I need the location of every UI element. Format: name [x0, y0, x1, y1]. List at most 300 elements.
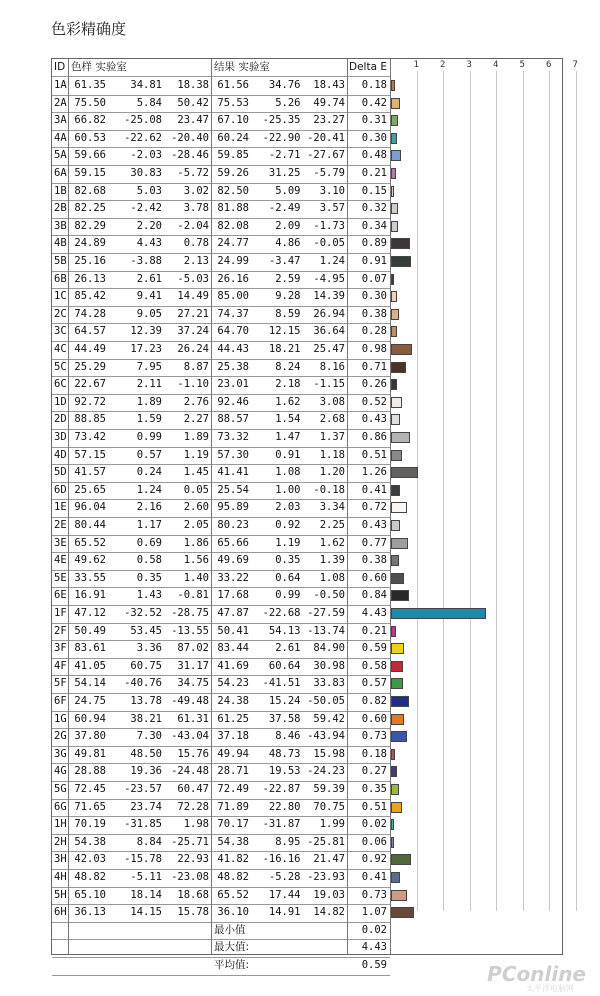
summary-value: 0.59 [361, 959, 387, 971]
result-lab-value: 75.53 [217, 96, 249, 109]
sample-lab-value: 1.89 [136, 395, 162, 408]
result-lab-value: 44.43 [217, 343, 249, 355]
sample-lab-value: 96.04 [74, 501, 106, 514]
sample-lab-value: 1.98 [183, 818, 209, 831]
sample-lab-value: 24.89 [74, 237, 106, 250]
sample-lab-value: 33.55 [74, 571, 106, 584]
sample-lab-value: 60.53 [74, 131, 106, 144]
row-id: 1E [54, 501, 67, 514]
sample-lab-value: 9.05 [136, 307, 162, 320]
result-lab-value: 70.75 [313, 800, 345, 813]
sample-lab-value: 65.10 [74, 888, 106, 901]
sample-lab-value: -13.55 [171, 624, 209, 637]
row-id: 4G [54, 765, 67, 778]
sample-lab-value: 2.20 [136, 219, 162, 232]
sample-lab-value: 26.13 [74, 272, 106, 285]
delta-e-value: 0.52 [361, 395, 387, 408]
row-id: 2C [54, 307, 67, 320]
row-id: 1D [54, 395, 67, 408]
result-lab-value: 37.58 [268, 712, 301, 725]
sample-lab-value: 49.81 [74, 747, 106, 760]
sample-lab-value: 1.86 [183, 536, 209, 549]
sample-lab-value: 18.14 [130, 888, 162, 901]
result-lab-value: 12.15 [268, 325, 301, 338]
sample-lab-value: -2.42 [130, 202, 162, 215]
sample-lab-value: 19.36 [130, 765, 162, 778]
sample-lab-value: 64.57 [74, 325, 106, 338]
delta-e-value: 1.26 [361, 466, 387, 479]
sample-lab-value: -28.46 [171, 149, 209, 162]
sample-lab-value: 41.57 [74, 466, 106, 479]
sample-lab-value: 85.42 [74, 290, 106, 303]
delta-e-bar [391, 538, 408, 549]
result-lab-value: 70.17 [217, 818, 249, 831]
sample-lab-value: 61.31 [177, 712, 209, 725]
delta-e-bar [391, 379, 397, 390]
result-lab-value: -2.71 [268, 149, 301, 162]
sample-lab-value: 71.65 [74, 800, 106, 813]
result-lab-value: -4.95 [313, 272, 345, 285]
delta-e-bar [391, 291, 397, 302]
delta-e-bar [391, 256, 411, 267]
delta-e-value: 0.43 [361, 519, 387, 531]
delta-e-bar [391, 819, 394, 830]
row-id: 2A [54, 96, 67, 109]
delta-e-value: 0.77 [361, 536, 387, 549]
delta-e-value: 0.21 [361, 167, 387, 179]
result-lab-value: 83.44 [217, 642, 249, 655]
delta-e-value: 0.42 [361, 96, 387, 109]
delta-e-bar [391, 485, 400, 496]
delta-e-value: 0.07 [361, 272, 387, 285]
row-id: 1F [54, 607, 67, 619]
sample-lab-value: 1.89 [183, 431, 209, 443]
sample-lab-value: 9.41 [136, 290, 162, 303]
result-lab-value: 64.70 [217, 325, 249, 338]
sample-lab-value: 57.15 [74, 448, 106, 461]
result-lab-value: 17.68 [217, 589, 249, 602]
delta-e-value: 0.27 [361, 765, 387, 778]
sample-lab-value: 48.82 [74, 871, 106, 883]
sample-lab-value: 1.43 [136, 589, 162, 602]
sample-lab-value: 2.76 [183, 395, 209, 408]
sample-lab-value: 0.58 [136, 554, 162, 567]
delta-e-value: 0.91 [361, 255, 387, 267]
sample-lab-value: 60.47 [177, 783, 209, 795]
sample-lab-value: 37.80 [74, 730, 106, 743]
column-divider [68, 59, 69, 954]
delta-e-value: 0.84 [361, 589, 387, 602]
sample-lab-value: 17.23 [130, 343, 162, 355]
row-id: 5E [54, 571, 67, 584]
sample-lab-value: 12.39 [130, 325, 162, 338]
result-lab-value: -25.81 [307, 835, 345, 848]
delta-e-value: 0.31 [361, 114, 387, 127]
result-lab-value: 67.10 [217, 114, 249, 127]
sample-lab-value: 30.83 [130, 167, 162, 179]
delta-e-value: 0.89 [361, 237, 387, 250]
sample-lab-value: 16.91 [74, 589, 106, 602]
result-lab-value: 1.37 [319, 431, 345, 443]
sample-lab-value: 3.36 [136, 642, 162, 655]
summary-label: 最大值: [214, 941, 250, 954]
row-id: 4H [54, 871, 67, 883]
sample-lab-value: -22.62 [124, 131, 162, 144]
sample-lab-value: -25.08 [124, 114, 162, 127]
result-lab-value: 25.47 [313, 343, 345, 355]
sample-lab-value: 82.68 [74, 184, 106, 197]
row-id: 1A [54, 79, 67, 91]
result-lab-value: 3.10 [319, 184, 345, 197]
result-lab-value: 31.25 [268, 167, 301, 179]
delta-e-value: 0.34 [361, 219, 387, 232]
sample-lab-value: -5.72 [177, 167, 209, 179]
delta-e-bar [391, 397, 402, 408]
sample-lab-value: 70.19 [74, 818, 106, 831]
sample-lab-value: 2.27 [183, 413, 209, 426]
sample-lab-value: 8.84 [136, 835, 162, 848]
sample-lab-value: 75.50 [74, 96, 106, 109]
color-accuracy-table [51, 58, 578, 971]
result-lab-value: -1.73 [313, 219, 345, 232]
delta-e-value: 0.73 [361, 730, 387, 743]
sample-lab-value: 0.57 [136, 448, 162, 461]
row-id: 1H [54, 818, 67, 831]
row-id: 6H [54, 906, 67, 919]
sample-lab-value: 5.84 [136, 96, 162, 109]
sample-lab-value: -5.11 [130, 871, 162, 883]
delta-e-value: 0.41 [361, 483, 387, 496]
sample-lab-value: 1.17 [136, 519, 162, 531]
delta-e-value: 0.15 [361, 184, 387, 197]
sample-lab-value: -3.88 [130, 255, 162, 267]
row-id: 3E [54, 536, 67, 549]
axis-tick-label: 1 [413, 60, 419, 70]
result-lab-value: 24.99 [217, 255, 249, 267]
result-lab-value: 57.30 [217, 448, 249, 461]
delta-e-value: 0.73 [361, 888, 387, 901]
row-id: 5D [54, 466, 67, 479]
sample-lab-value: 60.75 [130, 659, 162, 672]
sample-lab-value: 14.49 [177, 290, 209, 303]
result-lab-value: 48.82 [217, 871, 249, 883]
sample-lab-value: 61.35 [74, 79, 106, 91]
delta-e-value: 0.57 [361, 677, 387, 690]
sample-lab-value: 53.45 [130, 624, 162, 637]
delta-e-bar [391, 309, 399, 320]
row-id: 1G [54, 712, 67, 725]
result-lab-value: -5.28 [268, 871, 301, 883]
delta-e-value: 0.30 [361, 131, 387, 144]
delta-e-bar [391, 608, 486, 619]
sample-lab-value: 8.87 [183, 360, 209, 373]
sample-lab-value: 54.38 [74, 835, 106, 848]
delta-e-value: 0.58 [361, 659, 387, 672]
delta-e-value: 0.86 [361, 431, 387, 443]
result-lab-value: 47.87 [217, 607, 249, 619]
delta-e-bar [391, 696, 409, 707]
result-lab-value: -22.68 [262, 607, 301, 619]
row-id: 6A [54, 167, 67, 179]
delta-e-value: 0.51 [361, 800, 387, 813]
delta-e-value: 0.30 [361, 290, 387, 303]
delta-e-value: 0.60 [361, 712, 387, 725]
result-lab-value: 65.66 [217, 536, 249, 549]
axis-tick-label: 5 [519, 60, 525, 70]
result-lab-value: 18.43 [313, 79, 345, 91]
result-lab-value: 2.68 [319, 413, 345, 426]
sample-lab-value: -31.85 [124, 818, 162, 831]
delta-e-bar [391, 168, 396, 179]
delta-e-value: 0.28 [361, 325, 387, 338]
result-lab-value: -43.94 [307, 730, 345, 743]
delta-e-bar [391, 907, 414, 918]
axis-tick-label: 4 [493, 60, 499, 70]
result-lab-value: 19.03 [313, 888, 345, 901]
delta-e-bar [391, 766, 397, 777]
sample-lab-value: -1.10 [177, 378, 209, 391]
row-id: 3C [54, 325, 67, 338]
result-lab-value: 2.25 [319, 519, 345, 531]
row-id: 5G [54, 783, 67, 795]
sample-lab-value: 49.62 [74, 554, 106, 567]
result-lab-value: 8.16 [319, 360, 345, 373]
delta-e-value: 0.06 [361, 835, 387, 848]
sample-lab-value: 92.72 [74, 395, 106, 408]
sample-lab-value: 34.81 [130, 79, 162, 91]
result-lab-value: 49.74 [313, 96, 345, 109]
row-id: 3B [54, 219, 67, 232]
column-divider [211, 59, 212, 954]
delta-e-bar [391, 590, 409, 601]
sample-lab-value: -0.81 [177, 589, 209, 602]
result-lab-value: -41.51 [262, 677, 301, 690]
row-id: 6G [54, 800, 67, 813]
sample-lab-value: 0.69 [136, 536, 162, 549]
sample-lab-value: -25.71 [171, 835, 209, 848]
result-lab-value: 59.39 [313, 783, 345, 795]
watermark-subtitle: 太平洋电脑网 [526, 984, 574, 993]
row-divider [52, 975, 390, 976]
delta-e-value: 0.41 [361, 871, 387, 883]
delta-e-value: 0.72 [361, 501, 387, 514]
result-lab-value: 3.34 [319, 501, 345, 514]
sample-lab-value: 1.40 [183, 571, 209, 584]
sample-lab-value: 22.93 [177, 853, 209, 866]
sample-lab-value: -23.57 [124, 783, 162, 795]
delta-e-value: 0.32 [361, 202, 387, 215]
delta-e-bar [391, 344, 412, 355]
bar-gridline [417, 71, 418, 911]
column-divider [347, 59, 348, 954]
sample-lab-value: 1.24 [136, 483, 162, 496]
sample-lab-value: 2.16 [136, 501, 162, 514]
sample-lab-value: 65.52 [74, 536, 106, 549]
result-lab-value: 82.08 [217, 219, 249, 232]
result-lab-value: 3.08 [319, 395, 345, 408]
sample-lab-value: 24.75 [74, 695, 106, 707]
sample-lab-value: 47.12 [74, 607, 106, 619]
result-lab-value: 3.57 [319, 202, 345, 215]
delta-e-bar [391, 274, 394, 285]
result-lab-value: 41.69 [217, 659, 249, 672]
sample-lab-value: 14.15 [130, 906, 162, 919]
delta-e-bar [391, 784, 399, 795]
sample-lab-value: 0.35 [136, 571, 162, 584]
delta-e-value: 0.38 [361, 554, 387, 567]
delta-e-bar [391, 731, 407, 742]
row-id: 4C [54, 343, 67, 355]
sample-lab-value: 4.43 [136, 237, 162, 250]
result-lab-value: 8.46 [275, 730, 301, 743]
result-lab-value: -2.49 [268, 202, 301, 215]
result-lab-value: 36.64 [313, 325, 345, 338]
header-id: ID [54, 61, 66, 73]
result-lab-value: 2.59 [275, 272, 301, 285]
result-lab-value: 1.62 [275, 395, 301, 408]
row-id: 6D [54, 483, 67, 496]
sample-lab-value: 72.28 [177, 800, 209, 813]
row-id: 3H [54, 853, 67, 866]
result-lab-value: 26.16 [217, 272, 249, 285]
sample-lab-value: -32.52 [124, 607, 162, 619]
sample-lab-value: 3.02 [183, 184, 209, 197]
sample-lab-value: 2.60 [183, 501, 209, 514]
result-lab-value: 5.26 [275, 96, 301, 109]
result-lab-value: 19.53 [268, 765, 301, 778]
sample-lab-value: 26.24 [177, 343, 209, 355]
delta-e-bar [391, 643, 404, 654]
result-lab-value: 9.28 [275, 290, 301, 303]
delta-e-bar [391, 326, 397, 337]
result-lab-value: -31.87 [262, 818, 301, 831]
delta-e-bar [391, 890, 407, 901]
sample-lab-value: -2.03 [130, 149, 162, 162]
sample-lab-value: 22.67 [74, 378, 106, 391]
result-lab-value: 18.21 [268, 343, 301, 355]
result-lab-value: 15.24 [268, 695, 301, 707]
bar-gridline [496, 71, 497, 911]
delta-e-value: 0.43 [361, 413, 387, 426]
result-lab-value: 80.23 [217, 519, 249, 531]
sample-lab-value: 0.99 [136, 431, 162, 443]
delta-e-bar [391, 802, 402, 813]
sample-lab-value: 50.49 [74, 624, 106, 637]
delta-e-bar [391, 661, 403, 672]
delta-e-bar [391, 467, 418, 478]
result-lab-value: 61.25 [217, 712, 249, 725]
delta-e-bar [391, 133, 397, 144]
header-sample: 色样 实验室 [71, 61, 127, 73]
delta-e-value: 0.82 [361, 695, 387, 707]
result-lab-value: 61.56 [217, 79, 249, 91]
sample-lab-value: -40.76 [124, 677, 162, 690]
delta-e-bar [391, 115, 398, 126]
sample-lab-value: 34.75 [177, 677, 209, 690]
row-id: 4A [54, 131, 67, 144]
delta-e-value: 0.59 [361, 642, 387, 655]
delta-e-bar [391, 749, 395, 760]
delta-e-bar [391, 432, 410, 443]
row-id: 2E [54, 519, 67, 531]
result-lab-value: -27.67 [307, 149, 345, 162]
sample-lab-value: 54.14 [74, 677, 106, 690]
result-lab-value: 23.27 [313, 114, 345, 127]
summary-label: 最小值 [214, 923, 246, 936]
result-lab-value: 84.90 [313, 642, 345, 655]
row-id: 2F [54, 624, 67, 637]
result-lab-value: -25.35 [262, 114, 301, 127]
result-lab-value: -23.93 [307, 871, 345, 883]
row-id: 6F [54, 695, 67, 707]
result-lab-value: 22.80 [268, 800, 301, 813]
result-lab-value: 59.85 [217, 149, 249, 162]
result-lab-value: 1.19 [275, 536, 301, 549]
result-lab-value: 54.23 [217, 677, 249, 690]
delta-e-bar [391, 872, 400, 883]
sample-lab-value: 83.61 [74, 642, 106, 655]
result-lab-value: 59.42 [313, 712, 345, 725]
row-id: 3D [54, 431, 67, 443]
delta-e-bar [391, 150, 401, 161]
sample-lab-value: 60.94 [74, 712, 106, 725]
sample-lab-value: 18.38 [177, 79, 209, 91]
summary-value: 4.43 [361, 941, 387, 954]
result-lab-value: 24.77 [217, 237, 249, 250]
result-lab-value: -0.05 [313, 237, 345, 250]
result-lab-value: -24.23 [307, 765, 345, 778]
delta-e-bar [391, 678, 403, 689]
row-id: 4D [54, 448, 67, 461]
row-id: 4B [54, 237, 67, 250]
sample-lab-value: 42.03 [74, 853, 106, 866]
delta-e-bar [391, 80, 395, 91]
result-lab-value: 48.73 [268, 747, 301, 760]
result-lab-value: 26.94 [313, 307, 345, 320]
sample-lab-value: 7.95 [136, 360, 162, 373]
result-lab-value: 85.00 [217, 290, 249, 303]
sample-lab-value: 2.11 [136, 378, 162, 391]
summary-value: 0.02 [361, 923, 387, 936]
sample-lab-value: 72.45 [74, 783, 106, 795]
sample-lab-value: 2.61 [136, 272, 162, 285]
result-lab-value: 71.89 [217, 800, 249, 813]
sample-lab-value: 48.50 [130, 747, 162, 760]
delta-e-bar [391, 414, 400, 425]
result-lab-value: -20.41 [307, 131, 345, 144]
sample-lab-value: 23.74 [130, 800, 162, 813]
result-lab-value: 50.41 [217, 624, 249, 637]
result-lab-value: 1.39 [319, 554, 345, 567]
sample-lab-value: 74.28 [74, 307, 106, 320]
sample-lab-value: 37.24 [177, 325, 209, 338]
row-id: 6C [54, 378, 67, 391]
sample-lab-value: -28.75 [171, 607, 209, 619]
result-lab-value: 1.00 [275, 483, 301, 496]
result-lab-value: 41.41 [217, 466, 249, 479]
result-lab-value: 8.24 [275, 360, 301, 373]
delta-e-value: 4.43 [361, 607, 387, 619]
result-lab-value: 54.13 [268, 624, 301, 637]
result-lab-value: 1.47 [275, 431, 301, 443]
delta-e-value: 1.07 [361, 906, 387, 919]
sample-lab-value: 82.29 [74, 219, 106, 232]
sample-lab-value: 25.65 [74, 483, 106, 496]
result-lab-value: 25.38 [217, 360, 249, 373]
sample-lab-value: -49.48 [171, 695, 209, 707]
sample-lab-value: 13.78 [130, 695, 162, 707]
result-lab-value: 0.64 [275, 571, 301, 584]
